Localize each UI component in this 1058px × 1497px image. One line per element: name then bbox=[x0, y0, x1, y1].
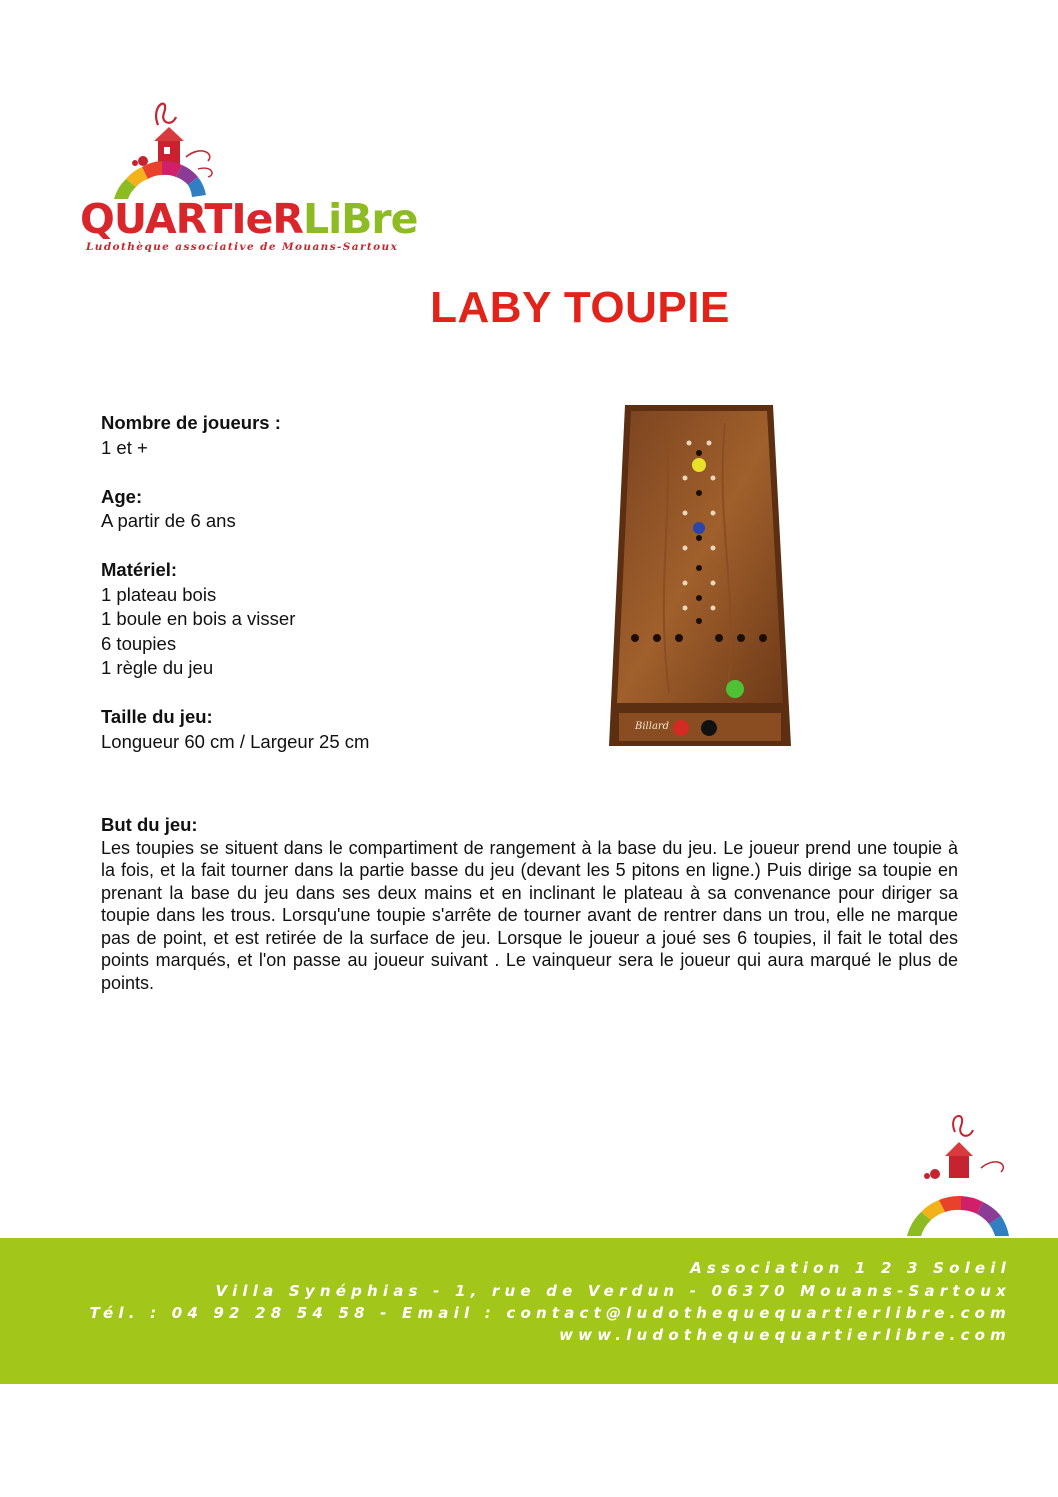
footer-logo-icon bbox=[895, 1112, 1025, 1242]
brand-name-quartier: QUARTIeR bbox=[80, 195, 303, 243]
game-info bbox=[101, 411, 561, 754]
product-image bbox=[605, 403, 793, 748]
material-item: 1 boule en bois a visser bbox=[101, 608, 296, 629]
brand-name bbox=[80, 195, 417, 243]
age-value: A partir de 6 ans bbox=[101, 510, 236, 531]
rules-text: Les toupies se situent dans le compartiment de rangement à la base du jeu. Le joueur prend une toupie à la fois, et la fait tourner dans la partie basse du jeu (devant les 5 pitons en ligne.) Puis dirige sa toupie en prenant la base du jeu dans ses deux mains et en inclinant le plateau à sa convenance pour diriger sa toupie dans les trous. Lorsqu'une toupie s'arrête de tourner avant de rentrer dans un trou, elle ne marque pas de point, et est retirée de la surface de jeu. Lorsque le joueur a joué ses 6 toupies, il fait le total des points marqués, et l'on passe au joueur suivant . Le vainqueur sera le joueur qui aura marqué le plus de points. bbox=[101, 837, 958, 993]
page-title: LABY TOUPIE bbox=[430, 283, 730, 332]
material-label: Matériel: bbox=[101, 559, 178, 580]
brand-tagline: Ludothèque associative de Mouans-Sartoux bbox=[86, 241, 399, 253]
players-value: 1 et + bbox=[101, 436, 148, 458]
material-item: 1 plateau bois bbox=[101, 583, 217, 605]
players-label: Nombre de joueurs : bbox=[101, 412, 281, 433]
brand-logo bbox=[80, 95, 418, 265]
brand-name-libre: LiBre bbox=[302, 195, 418, 243]
material-item: 1 règle du jeu bbox=[101, 657, 214, 678]
rules-section bbox=[101, 814, 958, 994]
age-label: Age: bbox=[101, 485, 143, 507]
rules-label: But du jeu: bbox=[101, 814, 198, 835]
mascot-house-icon bbox=[80, 95, 400, 205]
material-item: 6 toupies bbox=[101, 632, 177, 654]
size-value: Longueur 60 cm / Largeur 25 cm bbox=[101, 730, 370, 752]
size-label: Taille du jeu: bbox=[101, 706, 213, 727]
footer-contact: Tél. : 04 92 28 54 58 - Email : contact@ludothequequartierlibre.com bbox=[89, 1304, 1011, 1322]
footer-association: Association 1 2 3 Soleil bbox=[690, 1259, 1011, 1277]
footer-website[interactable]: www.ludothequequartierlibre.com bbox=[559, 1326, 1011, 1344]
footer-address: Villa Synéphias - 1, rue de Verdun - 06370 Mouans-Sartoux bbox=[215, 1282, 1011, 1300]
board-brand-text: Billard bbox=[635, 721, 670, 732]
footer-band bbox=[0, 1238, 1058, 1384]
